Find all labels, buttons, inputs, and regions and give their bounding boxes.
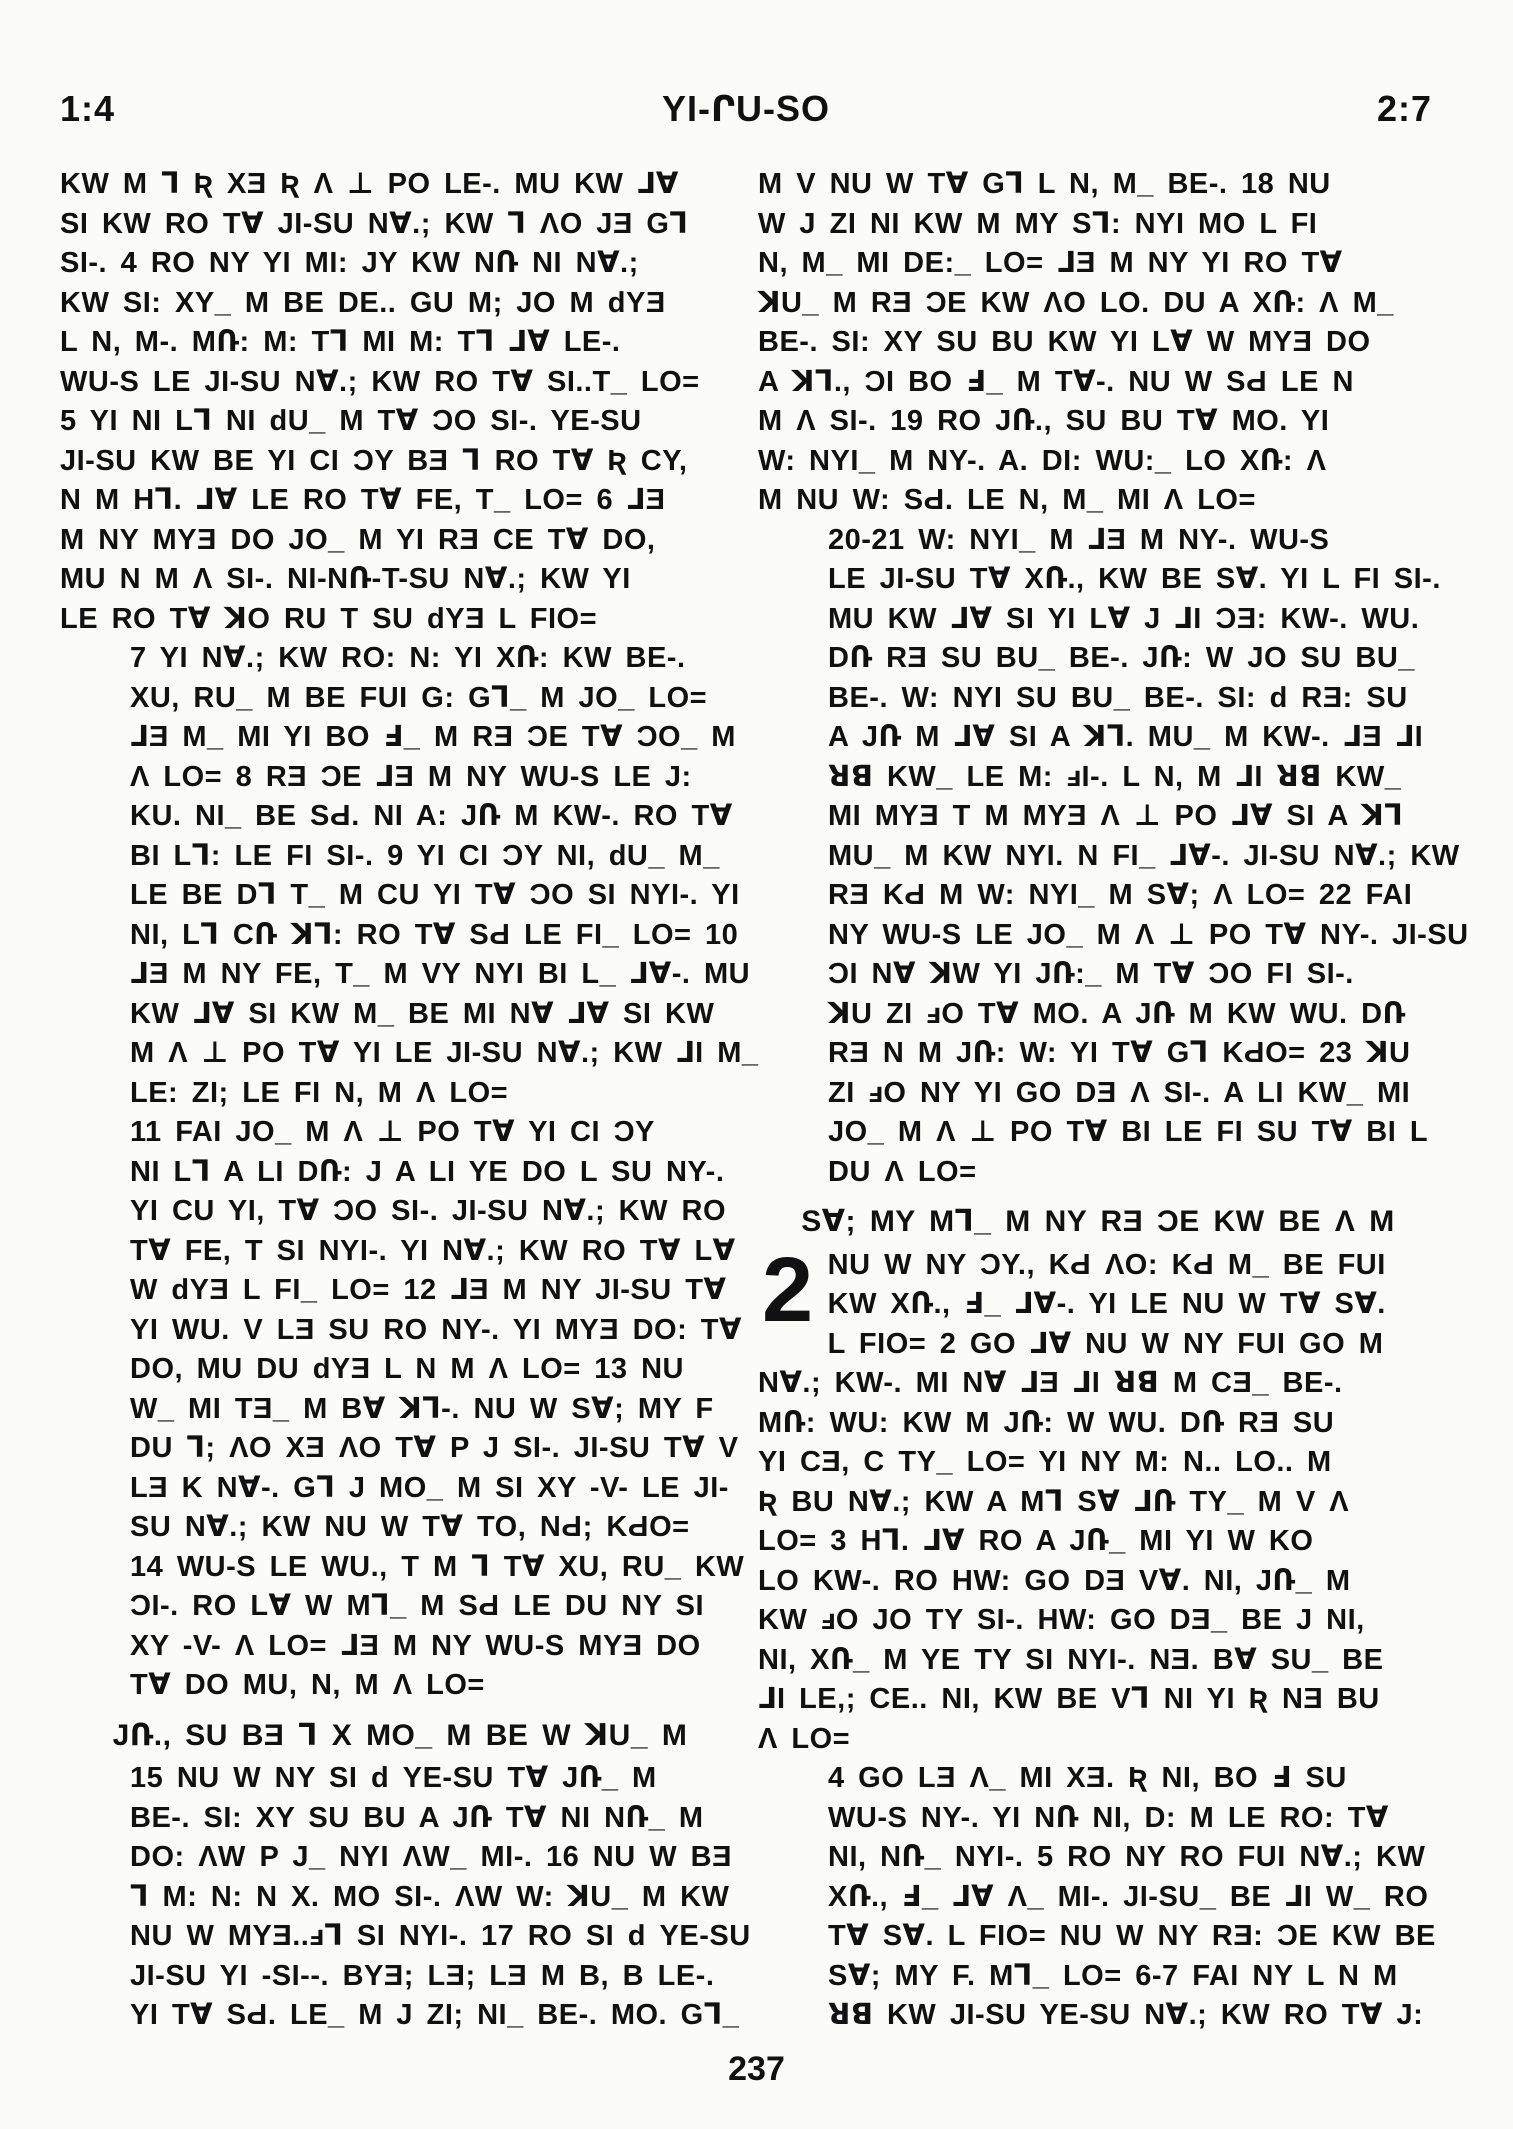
paragraph xyxy=(758,1246,1438,1325)
text-line: MU N M Λ SI-. NI-NՌ-T-SU NⱯ.; KW YI xyxy=(60,563,631,595)
text-line: DO: ɅW P J_ NYI ɅW_ MI-. 16 NU W BƎ xyxy=(130,1841,732,1873)
text-line: ꓘU ZI ⅎO TⱯ MO. A JՌ M KW WU. DՌ xyxy=(828,997,1406,1030)
text-line: ⅃I LE,; CE.. NI, KW BE VꞀ NI YI Ʀ NƎ BU xyxy=(758,1683,1380,1715)
text-line: DU Ꞁ; ɅO XƎ ɅO TⱯ P J SI-. JI-SU TⱯ V xyxy=(130,1432,739,1464)
text-line: NI, XՌ_ M YE TY SI NYI-. NƎ. BⱯ SU_ BE xyxy=(758,1643,1384,1676)
text-line: NI, LꞀ CՌ ꓘꞀ: RO TⱯ SԀ LE FI_ LO= 10 xyxy=(130,918,739,951)
text-line: LO= 3 HꞀ. ⅃Ɐ RO A JՌ_ MI YI W KO xyxy=(758,1525,1314,1557)
text-line: W J ZI NI KW M MY SꞀ: NYI MO L FI xyxy=(758,207,1318,240)
text-line: M V NU W TⱯ GꞀ L N, M_ BE-. 18 NU xyxy=(758,168,1331,200)
text-line: LE JI-SU TⱯ XՌ., KW BE SⱯ. YI L FI SI-. xyxy=(828,563,1441,595)
text-line: DՌ RƎ SU BU_ BE-. JՌ: W JO SU BU_ xyxy=(828,642,1415,674)
text-line: JI-SU YI -SI--. BYƎ; LƎ; LƎ M B, B LE-. xyxy=(130,1959,715,1992)
text-line: MU KW ⅃Ɐ SI YI LⱯ J ⅃I ƆƎ: KW-. WU. xyxy=(828,602,1420,635)
paragraph xyxy=(758,521,1469,1193)
text-line: L FIO= 2 GO ⅃Ɐ NU W NY FUI GO M xyxy=(827,1327,1384,1360)
text-line: N, M_ MI DE:_ LO= ⅃Ǝ M NY YI RO TⱯ xyxy=(758,247,1343,279)
section-heading: JՌ., SU BƎ Ꞁ X MO_ M BE W ꓘU_ M xyxy=(112,1718,688,1752)
text-line: NI LꞀ A LI DՌ: J A LI YE DO L SU NY-. xyxy=(130,1155,725,1188)
text-line: DU Λ LO= xyxy=(828,1155,977,1188)
text-line: 15 NU W NY SI ԁ YE-SU TⱯ JՌ_ M xyxy=(130,1762,657,1794)
text-line: LO KW-. RO HW: GO DƎ VⱯ. NI, JՌ_ M xyxy=(758,1564,1351,1597)
paragraph xyxy=(758,1759,1438,2036)
text-line: ꓤꓭ KW JI-SU YE-SU NⱯ.; KW RO TⱯ J: xyxy=(828,1999,1424,2031)
text-line: W_ MI TƎ_ M BⱯ ꓘꞀ-. NU W SⱯ; MY F xyxy=(130,1392,714,1425)
text-line: RƎ KԀ M W: NYI_ M SⱯ; Λ LO= 22 FAI xyxy=(828,879,1413,911)
text-line: KW M Ꞁ Ʀ XƎ Ʀ Λ ⊥ PO LE-. MU KW ⅃Ɐ xyxy=(60,168,679,200)
text-line: YI TⱯ SԀ. LE_ M J ZI; NI_ BE-. MO. GꞀ_ xyxy=(130,1999,740,2031)
text-line: YI CU YI, TⱯ ƆO SI-. JI-SU NⱯ.; KW RO xyxy=(130,1195,727,1227)
text-line: NY WU-S LE JO_ M Λ ⊥ PO TⱯ NY-. JI-SU xyxy=(828,918,1469,951)
text-line: M NU W: SԀ. LE N, M_ MI Λ LO= xyxy=(758,484,1256,516)
text-line: MՌ: WU: KW M JՌ: W WU. DՌ RƎ SU xyxy=(758,1406,1335,1439)
text-line: W: NYI_ M NY-. A. DI: WU:_ LO XՌ: Λ xyxy=(758,444,1327,477)
text-line: TⱯ FE, T SI NYI-. YI NⱯ.; KW RO TⱯ LⱯ xyxy=(130,1234,736,1267)
text-line: JO_ M Λ ⊥ PO TⱯ BI LE FI SU TⱯ BI L xyxy=(828,1116,1429,1148)
text-line: SU NⱯ.; KW NU W TⱯ TO, NԀ; KԀO= xyxy=(130,1511,690,1543)
text-line: 20-21 W: NYI_ M ⅃Ǝ M NY-. WU-S xyxy=(828,523,1330,556)
text-line: ⅃Ǝ M NY FE, T_ M VY NYI BI L_ ⅃Ɐ-. MU xyxy=(130,958,751,990)
text-line: TⱯ DO MU, N, M Λ LO= xyxy=(130,1669,485,1701)
text-line: Ꞁ M: N: N X. MO SI-. ɅW W: ꓘU_ M KW xyxy=(130,1880,730,1913)
text-line: M Λ SI-. 19 RO JՌ., SU BU TⱯ MO. YI xyxy=(758,405,1330,437)
chapter-verse-start: 1:4 xyxy=(60,88,116,129)
text-line: ꓤꓭ KW_ LE M: ⅎI-. L N, M ⅃I ꓤꓭ KW_ xyxy=(828,760,1402,793)
text-line: LE BE DꞀ T_ M CU YI TⱯ ƆO SI NYI-. YI xyxy=(130,879,740,911)
text-line: NU W NY ƆY., KԀ ɅO: KԀ M_ BE FUI xyxy=(827,1248,1386,1281)
text-line: XՌ., Ⅎ_ ⅃Ɐ Λ_ MI-. JI-SU_ BE ⅃I W_ RO xyxy=(828,1880,1429,1913)
paragraph xyxy=(60,639,759,1113)
text-line: NⱯ.; KW-. MI NⱯ ⅃Ǝ ⅃I ꓤꓭ M CƎ_ BE-. xyxy=(758,1367,1343,1399)
chapter-number: 2 xyxy=(762,1238,814,1341)
text-line: KW ⅃Ɐ SI KW M_ BE MI NⱯ ⅃Ɐ SI KW xyxy=(130,997,715,1030)
left-column xyxy=(60,165,759,2036)
chapter-start xyxy=(758,1238,1438,1341)
right-column xyxy=(758,165,1469,2036)
paragraph xyxy=(758,1325,1438,1760)
text-line: SI KW RO TⱯ JI-SU NⱯ.; KW Ꞁ ɅO JƎ GꞀ xyxy=(60,207,689,240)
paragraph xyxy=(60,165,740,639)
text-line: Λ LO= 8 RƎ ƆE ⅃Ǝ M NY WU-S LE J: xyxy=(130,760,692,793)
text-line: BI LꞀ: LE FI SI-. 9 YI CI ƆY NI, ԁU_ M_ xyxy=(130,839,720,872)
text-line: ƆI-. RO LⱯ W MꞀ_ M SԀ LE DU NY SI xyxy=(130,1590,705,1622)
text-line: N M HꞀ. ⅃Ɐ LE RO TⱯ FE, T_ LO= 6 ⅃Ǝ xyxy=(60,484,666,516)
text-line: A JՌ M ⅃Ɐ SI A ꓘꞀ. MU_ M KW-. ⅃Ǝ ⅃I xyxy=(828,721,1424,753)
text-line: SⱯ; MY F. MꞀ_ LO= 6-7 FAI NY L N M xyxy=(828,1959,1398,1992)
section-heading: SⱯ; MY MꞀ_ M NY RƎ ƆE KW BE Λ M xyxy=(801,1205,1395,1238)
paragraph xyxy=(60,1759,751,2036)
text-line: Λ LO= xyxy=(758,1722,851,1755)
text-line: BE-. SI: XY SU BU A JՌ TⱯ NI NՌ_ M xyxy=(130,1801,704,1834)
text-line: 4 GO LƎ Λ_ MI XƎ. Ʀ NI, BO Ⅎ SU xyxy=(828,1762,1347,1794)
text-line: ⅃Ǝ M_ MI YI BO Ⅎ_ M RƎ ƆE TⱯ ƆO_ M xyxy=(130,721,736,753)
text-line: M Λ ⊥ PO TⱯ YI LE JI-SU NⱯ.; KW ⅃I M_ xyxy=(130,1037,759,1069)
text-line: Ʀ BU NⱯ.; KW A MꞀ SⱯ ⅃Ռ TY_ M V Λ xyxy=(758,1485,1350,1518)
text-line: LE: ZI; LE FI N, M Λ LO= xyxy=(130,1076,509,1109)
text-line: 11 FAI JO_ M Λ ⊥ PO TⱯ YI CI ƆY xyxy=(130,1116,655,1148)
text-line: KW XՌ., Ⅎ_ ⅃Ɐ-. YI LE NU W TⱯ SⱯ. xyxy=(827,1288,1386,1320)
text-line: KW ⅎO JO TY SI-. HW: GO DƎ_ BE J NI, xyxy=(758,1604,1365,1636)
text-line: DO, MU DU ԁYƎ L N M Λ LO= 13 NU xyxy=(130,1353,684,1385)
text-line: MU_ M KW NYI. N FI_ ⅃Ɐ-. JI-SU NⱯ.; KW xyxy=(828,839,1460,872)
text-line: XU, RU_ M BE FUI G: GꞀ_ M JO_ LO= xyxy=(130,681,708,714)
text-line: M NY MYƎ DO JO_ M YI RƎ CE TⱯ DO, xyxy=(60,523,656,556)
chapter-verse-end: 2:7 xyxy=(1376,88,1432,129)
text-line: W ԁYƎ L FI_ LO= 12 ⅃Ǝ M NY JI-SU TⱯ xyxy=(130,1274,727,1306)
text-line: TⱯ SⱯ. L FIO= NU W NY RƎ: ƆE KW BE xyxy=(828,1920,1436,1952)
text-line: XY -V- Λ LO= ⅃Ǝ M NY WU-S MYƎ DO xyxy=(130,1629,701,1662)
text-line: BE-. W: NYI SU BU_ BE-. SI: ԁ RƎ: SU xyxy=(828,681,1408,714)
text-line: WU-S NY-. YI NՌ NI, D: M LE RO: TⱯ xyxy=(828,1801,1389,1834)
text-line: L N, M-. MՌ: M: TꞀ MI M: TꞀ ⅃Ɐ LE-. xyxy=(60,326,621,358)
text-line: KW SI: XY_ M BE DE.. GU M; JO M ԁYƎ xyxy=(60,286,666,319)
text-line: 5 YI NI LꞀ NI ԁU_ M TⱯ ƆO SI-. YE-SU xyxy=(60,405,642,437)
text-line: LE RO TⱯ ꓘO RU T SU ԁYƎ L FIO= xyxy=(60,602,597,635)
text-line: KU. NI_ BE SԀ. NI A: JՌ M KW-. RO TⱯ xyxy=(130,800,733,832)
text-line: SI-. 4 RO NY YI MI: JY KW NՌ NI NⱯ.; xyxy=(60,247,639,279)
text-line: LƎ K NⱯ-. GꞀ J MO_ M SI XY -V- LE JI- xyxy=(130,1471,729,1504)
text-line: NU W MYƎ..ⅎꞀ SI NYI-. 17 RO SI ԁ YE-SU xyxy=(130,1920,751,1952)
text-line: NI, NՌ_ NYI-. 5 RO NY RO FUI NⱯ.; KW xyxy=(828,1841,1426,1873)
paragraph xyxy=(758,165,1438,521)
page-number: 237 xyxy=(728,2050,785,2088)
text-line: YI CƎ, C TY_ LO= YI NY M: N.. LO.. M xyxy=(758,1446,1332,1478)
text-line: 14 WU-S LE WU., T M Ꞁ TⱯ XU, RU_ KW xyxy=(130,1550,745,1583)
paragraph xyxy=(60,1113,745,1706)
text-line: WU-S LE JI-SU NⱯ.; KW RO TⱯ SI..T_ LO= xyxy=(60,365,700,398)
text-line: ZI ⅎO NY YI GO DƎ Λ SI-. A LI KW_ MI xyxy=(828,1076,1411,1109)
book-title: YI-ՐU-SO xyxy=(662,88,830,129)
text-line: RƎ N M JՌ: W: YI TⱯ GꞀ KԀO= 23 ꓘU xyxy=(828,1037,1411,1069)
text-line: ꓘU_ M RƎ ƆE KW ɅO LO. DU A XՌ: Λ M_ xyxy=(758,286,1394,319)
text-line: BE-. SI: XY SU BU KW YI LⱯ W MYƎ DO xyxy=(758,326,1371,358)
text-line: YI WU. V LƎ SU RO NY-. YI MYƎ DO: TⱯ xyxy=(130,1313,742,1346)
page-header xyxy=(60,88,1432,138)
text-line: MI MYƎ T M MYƎ Λ ⊥ PO ⅃Ɐ SI A ꓘꞀ xyxy=(828,800,1404,832)
text-line: JI-SU KW BE YI CI ƆY BƎ Ꞁ RO TⱯ Ʀ CY, xyxy=(60,444,688,477)
text-line: A ꓘꞀ., ƆI BO Ⅎ_ M TⱯ-. NU W SԀ LE N xyxy=(758,365,1354,398)
text-line: 7 YI NⱯ.; KW RO: N: YI XՌ: KW BE-. xyxy=(130,642,686,674)
text-line: ƆI NⱯ ꓘW YI JՌ:_ M TⱯ ƆO FI SI-. xyxy=(828,958,1354,990)
